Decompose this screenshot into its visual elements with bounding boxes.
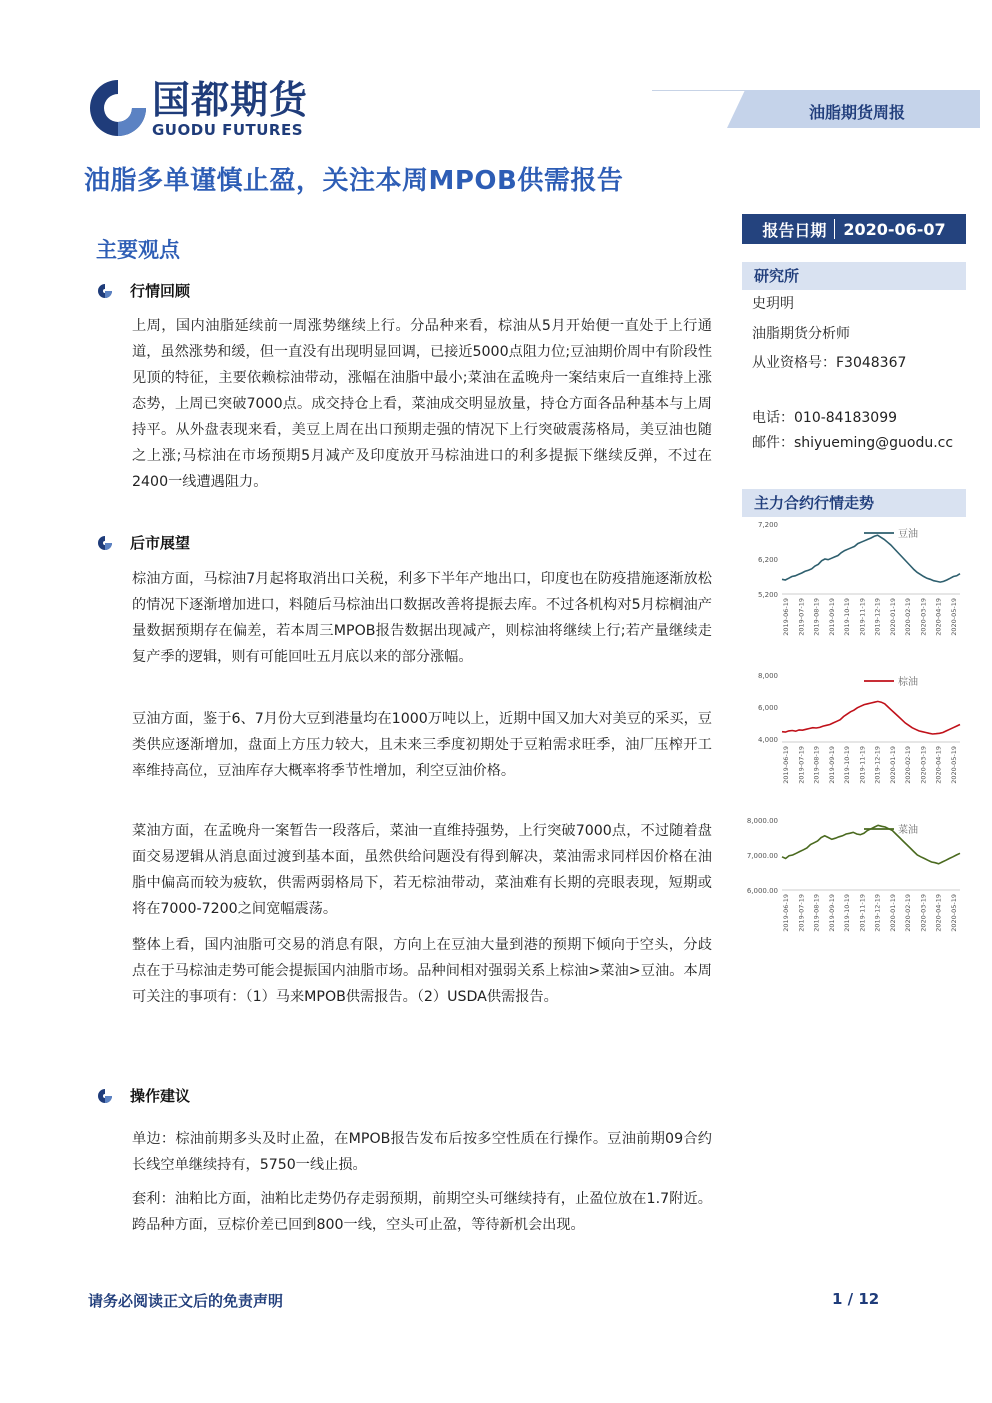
x-tick-label: 2019-08-19 <box>812 746 821 784</box>
review-text: 上周，国内油脂延续前一周涨势继续上行。分品种来看，棕油从5月开始便一直处于上行通道，虽然涨势和缓，但一直没有出现明显回调，已接近5000点阻力位;豆油期价周中有阶段性见顶的特征，主要依赖棕油带动，涨幅在油脂中最小;菜油在孟晚舟一案结束后一直维持上涨态势，上周已突破7000点。成交持仓上看，菜油成交明显放量，持仓方面各品种基本与上周持平。从外盘表现来看，美豆上周在出口预期走强的情况下上行突破震荡格局，美豆油也随之上涨;马棕油在市场预期5月减产及印度放开马棕油进口的利多提振下继续反弹，不过在2400一线遭遇阻力。 <box>132 318 713 490</box>
x-tick-label: 2019-06-19 <box>782 746 790 784</box>
outlook-soy-paragraph <box>132 706 712 784</box>
x-tick-label: 2020-02-19 <box>904 598 913 636</box>
advice-arbitrage-text: 套利：油粕比方面，油粕比走势仍存走弱预期，前期空头可继续持有，止盈位放在1.7附近。跨品种方面，豆棕价差已回到800一线，空头可止盈，等待新机会出现。 <box>132 1191 712 1233</box>
outlook-heading: 后市展望 <box>130 534 191 552</box>
disclaimer-notice: 请务必阅读正文后的免责声明 <box>88 1292 284 1310</box>
x-tick-label: 2020-04-19 <box>934 746 943 784</box>
x-tick-label: 2019-12-19 <box>873 598 882 636</box>
x-tick-label: 2020-01-19 <box>888 746 897 784</box>
x-tick-label: 2020-01-19 <box>888 894 897 932</box>
advice-single-text: 单边：棕油前期多头及时止盈，在MPOB报告发布后按多空性质在行操作。豆油前期09合约长线空单继续持有，5750一线止损。 <box>132 1131 712 1173</box>
y-tick-label: 7,200 <box>757 521 778 529</box>
x-tick-label: 2019-06-19 <box>782 598 790 636</box>
x-tick-label: 2019-11-19 <box>858 598 867 636</box>
x-tick-label: 2020-02-19 <box>904 746 913 784</box>
outlook-palm-text: 棕油方面，马棕油7月起将取消出口关税，利多下半年产地出口，印度也在防疫措施逐渐放松的情况下逐渐增加进口，料随后马棕油出口数据改善将提振去库。不过各机构对5月棕榈油产量数据预期存在偏差，若本周三MPOB报告数据出现减产，则棕油将继续上行;若产量继续走复产季的逻辑，则有可能回吐五月底以来的部分涨幅。 <box>132 571 712 665</box>
x-tick-label: 2020-05-19 <box>950 746 958 784</box>
outlook-soy-text: 豆油方面，鉴于6、7月份大豆到港量均在1000万吨以上，近期中国又加大对美豆的采买，豆类供应逐渐增加，盘面上方压力较大，且未来三季度初期处于豆粕需求旺季，油厂压榨开工率维持高位，豆油库存大概率将季节性增加，利空豆油价格。 <box>132 711 712 779</box>
x-tick-label: 2020-03-19 <box>919 598 928 636</box>
report-date-box <box>742 214 966 244</box>
y-tick-label: 4,000 <box>757 735 778 744</box>
analyst-phone: 电话：010-84183099 <box>752 410 898 426</box>
x-tick-label: 2019-09-19 <box>827 746 836 784</box>
review-heading-row <box>96 280 190 301</box>
report-date-label: 报告日期 <box>762 220 827 240</box>
y-tick-label: 8,000.00 <box>746 817 778 825</box>
x-tick-label: 2019-06-19 <box>782 894 790 932</box>
x-tick-label: 2020-03-19 <box>919 894 928 932</box>
advice-heading-row <box>96 1085 190 1106</box>
outlook-rapeseed-paragraph <box>132 818 712 922</box>
review-heading: 行情回顾 <box>130 282 191 300</box>
analyst-title: 油脂期货分析师 <box>752 326 850 342</box>
x-tick-label: 2019-10-19 <box>843 894 852 932</box>
palm-oil-chart <box>742 664 972 804</box>
x-tick-label: 2020-03-19 <box>919 746 928 784</box>
section-bullet-icon <box>96 535 114 551</box>
x-tick-label: 2019-07-19 <box>797 598 806 636</box>
x-tick-label: 2020-05-19 <box>950 598 958 636</box>
x-tick-label: 2020-05-19 <box>950 894 958 932</box>
x-tick-label: 2019-08-19 <box>812 894 821 932</box>
section-bullet-icon <box>96 1088 114 1104</box>
y-tick-label: 8,000 <box>757 672 778 681</box>
date-divider <box>834 219 835 239</box>
legend-label: 豆油 <box>898 529 918 540</box>
outlook-summary-paragraph <box>132 932 712 1010</box>
x-tick-label: 2019-09-19 <box>827 598 836 636</box>
report-type-label: 油脂期货周报 <box>808 103 905 122</box>
x-tick-label: 2020-04-19 <box>934 894 943 932</box>
main-points-heading: 主要观点 <box>96 238 180 262</box>
analyst-name: 史玥明 <box>752 296 794 312</box>
x-tick-label: 2019-07-19 <box>797 746 806 784</box>
x-tick-label: 2019-07-19 <box>797 894 806 932</box>
report-date-value: 2020-06-07 <box>843 219 946 239</box>
y-tick-label: 6,000.00 <box>746 887 778 895</box>
y-tick-label: 6,000 <box>757 704 778 712</box>
x-tick-label: 2020-04-19 <box>934 598 943 636</box>
advice-arbitrage-paragraph <box>132 1186 712 1238</box>
x-tick-label: 2019-09-19 <box>827 894 836 932</box>
outlook-heading-row <box>96 532 190 553</box>
outlook-summary-text: 整体上看，国内油脂可交易的消息有限，方向上在豆油大量到港的预期下倾向于空头，分歧点在于马棕油走势可能会提振国内油脂市场。品种间相对强弱关系上棕油>菜油>豆油。本周可关注的事项有：（1）马来MPOB供需报告。（2）USDA供需报告。 <box>132 937 712 1005</box>
analyst-email: 邮件：shiyueming@guodu.cc <box>752 435 954 451</box>
x-tick-label: 2019-12-19 <box>873 746 882 784</box>
outlook-rapeseed-text: 菜油方面，在孟晚舟一案暂告一段落后，菜油一直维持强势，上行突破7000点，不过随着盘面交易逻辑从消息面过渡到基本面，虽然供给问题没有得到解决，菜油需求同样因价格在油脂中偏高而较为疲软，供需两弱格局下，若无棕油带动，菜油难有长期的亮眼表现，短期或将在7000-7200之间宽幅震荡。 <box>132 823 712 917</box>
advice-single-paragraph <box>132 1126 712 1178</box>
x-tick-label: 2019-11-19 <box>858 894 867 932</box>
rapeseed-oil-chart <box>742 812 972 952</box>
soybean-oil-chart <box>742 516 972 656</box>
logo-english-name: GUODU FUTURES <box>152 121 304 139</box>
page-number: 1 / 12 <box>832 1290 880 1308</box>
x-tick-label: 2020-02-19 <box>904 894 913 932</box>
x-tick-label: 2019-12-19 <box>873 894 882 932</box>
company-logo-icon <box>88 78 148 140</box>
report-title: 油脂多单谨慎止盈，关注本周MPOB供需报告 <box>84 166 624 196</box>
x-tick-label: 2019-10-19 <box>843 746 852 784</box>
outlook-palm-paragraph <box>132 566 712 670</box>
advice-heading: 操作建议 <box>130 1087 191 1105</box>
series-line <box>782 825 960 864</box>
y-tick-label: 6,200 <box>757 556 778 564</box>
logo-chinese-name: 国都期货 <box>152 78 309 122</box>
section-bullet-icon <box>96 283 114 299</box>
x-tick-label: 2019-10-19 <box>843 598 852 636</box>
review-paragraph <box>132 313 712 495</box>
legend-label: 棕油 <box>898 677 918 688</box>
analyst-license: 从业资格号：F3048367 <box>752 355 907 371</box>
series-line <box>782 535 960 582</box>
x-tick-label: 2019-08-19 <box>812 598 821 636</box>
x-tick-label: 2020-01-19 <box>888 598 897 636</box>
y-tick-label: 7,000.00 <box>746 852 778 860</box>
series-line <box>782 701 960 734</box>
x-tick-label: 2019-11-19 <box>858 746 867 784</box>
charts-heading: 主力合约行情走势 <box>742 489 966 517</box>
legend-label: 菜油 <box>898 825 918 836</box>
institute-heading: 研究所 <box>742 262 966 290</box>
y-tick-label: 5,200 <box>757 591 778 599</box>
